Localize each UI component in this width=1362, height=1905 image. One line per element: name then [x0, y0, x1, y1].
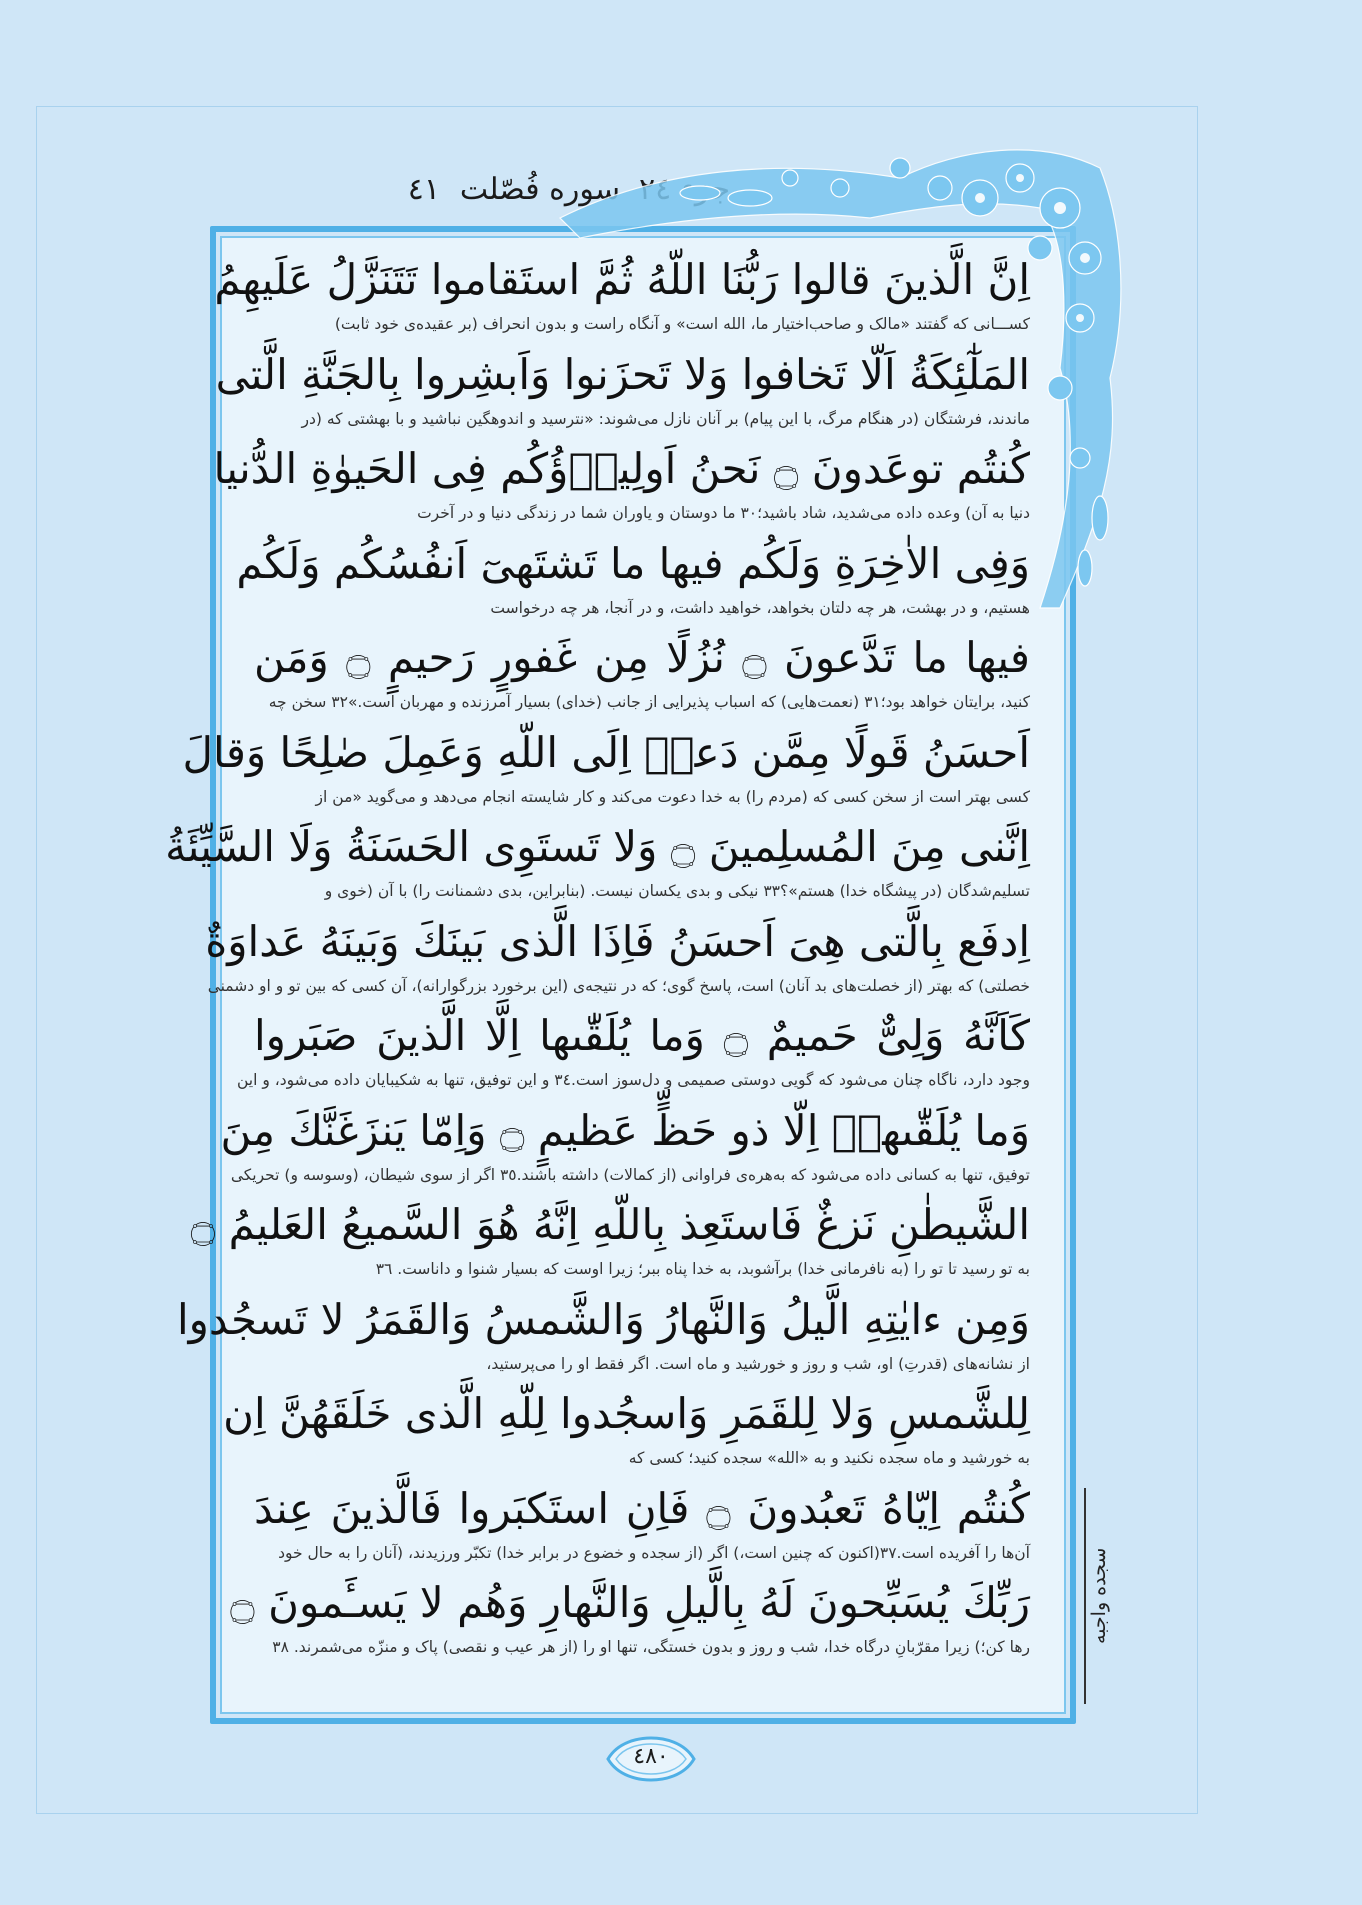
verse-line [205, 912, 1030, 1007]
arabic-text: وَما يُلَقّٰىهاۤ اِلّا ذو حَظٍّ عَظيمٍ ۝ وَاِمّا يَنزَغَنَّكَ مِنَ [220, 1105, 1030, 1155]
verse-line [230, 1573, 1030, 1668]
translation-text: تسلیم‌شدگان (در پیشگاه خدا) هستم»؟٣٣ نیکی و بدی یکسان نیست. (بنابراین، بدی دشمنانت را) با آن (خوی و [324, 882, 1030, 900]
verse-line [237, 1006, 1030, 1101]
translation-text: به تو رسید تا تو را (به نافرمانی خدا) برآشوبد، به خدا پناه ببر؛ زیرا اوست که بسیار شنوا و داناست. ٣٦ [375, 1260, 1030, 1278]
translation-text: توفیق، تنها به کسانی داده می‌شود که به‌هره‌ی فراوانی (از کمالات) داشته باشند.٣٥ اگر از سوی شیطان، (وسوسه و) تحریکی [230, 1165, 1030, 1184]
arabic-text: اِدفَع بِالَّتى هِىَ اَحسَنُ فَاِذَا الَّذى بَينَكَ وَبَينَهُ عَداوَةٌ [205, 916, 1030, 966]
arabic-text: كُنتُم اِيّاهُ تَعبُدونَ ۝ فَاِنِ استَكبَروا فَالَّذينَ عِندَ [254, 1483, 1030, 1533]
verse-line [215, 345, 1030, 440]
verse-line [254, 628, 1030, 723]
arabic-text: كَاَنَّهُ وَلِىٌّ حَميمٌ ۝ وَما يُلَقّٰىها اِلَّا الَّذينَ صَبَروا [254, 1011, 1030, 1060]
translation-text: هستیم، و در بهشت، هر چه دلتان بخواهد، خواهید داشت، و در آنجا، هر چه درخواست [490, 598, 1030, 617]
arabic-text: الشَّيطٰنِ نَزغٌ فَاستَعِذ بِاللّهِ اِنَّهُ هُوَ السَّميعُ العَليمُ ۝ [190, 1200, 1030, 1249]
arabic-text: كُنتُم توعَدونَ ۝ نَحنُ اَولِياۤؤُكُم فِى الحَيوٰةِ الدُّنيا [213, 444, 1030, 493]
verse-line [165, 817, 1030, 912]
verse-line [182, 723, 1030, 818]
translation-text: به خورشید و ماه سجده نکنید و به «الله» سجده کنید؛ کسی که [628, 1449, 1030, 1467]
page-number-text: ٤٨٠ [633, 1744, 669, 1769]
surah-name: سوره فُصّلت [459, 172, 620, 207]
page-number [604, 1736, 698, 1782]
translation-text: کســـانی که گفتند «مالک و صاحب‌اختیار ما، الله است» و آنگاه راست و بدون انحراف (بر عقیده‌ی خود ثابت) [334, 315, 1030, 333]
translation-text: رها کن؛) زیرا مقرّبانِ درگاه خدا، شب و روز و بدون خستگی، تنها او را (از هر عیب و نقصی) پاک و منزّه می‌شمرند. ٣٨ [272, 1638, 1030, 1656]
translation-text: ماندند، فرشتگان (در هنگام مرگ، با این پیام) بر آنان نازل می‌شوند: «نترسید و اندوهگین نباشید و با بهشتی که (در [301, 409, 1030, 428]
verse-line [213, 439, 1030, 534]
verse-line [223, 1384, 1030, 1479]
translation-text: آن‌ها را آفریده است.٣٧(اکنون که چنین است،) اگر (از سجده و خضوع در برابر خدا) تکبّر ورزیدند، (آنان را به حال خود [278, 1543, 1030, 1562]
arabic-text: اِنَّ الَّذينَ قالوا رَبُّنَا اللّهُ ثُمَّ استَقاموا تَتَنَزَّلُ عَلَيهِمُ [214, 255, 1030, 304]
verse-line [214, 250, 1030, 345]
sajdah-label-text: سجده واجبه [1088, 1547, 1110, 1645]
verse-line [220, 1101, 1030, 1196]
surah-number: ٤١ [407, 172, 440, 207]
translation-text: کسی بهتر است از سخن کسی که (مردم را) به خدا دعوت می‌کند و کار شایسته انجام می‌دهد و می‌گوید «من از [315, 787, 1030, 806]
arabic-text: المَلٰٓئِكَةُ اَلّا تَخافوا وَلا تَحزَنوا وَاَبشِروا بِالجَنَّةِ الَّتى [215, 349, 1030, 399]
translation-text: کنید، برایتان خواهد بود؛٣١ (نعمت‌هایی) که اسباب پذیرایی از جانب (خدای) بسیار آمرزنده و مهربان است.»٣٢ سخن چه [268, 693, 1030, 711]
translation-text: دنیا به آن) وعده داده می‌شدید، شاد باشید؛٣٠ ما دوستان و یاوران شما در زندگی دنیا و در آخرت [417, 504, 1030, 522]
arabic-text: لِلشَّمسِ وَلا لِلقَمَرِ وَاسجُدوا لِلّهِ الَّذى خَلَقَهُنَّ اِن [223, 1389, 1030, 1438]
arabic-text: وَمِن ءايٰتِهِ الَّيلُ وَالنَّهارُ وَالشَّمسُ وَالقَمَرُ لا تَسجُدوا [176, 1294, 1030, 1344]
verse-line [190, 1195, 1030, 1290]
verse-content [165, 250, 1030, 1705]
verse-line [254, 1479, 1030, 1574]
arabic-text: رَبِّكَ يُسَبِّحونَ لَهُ بِالَّيلِ وَالنَّهارِ وَهُم لا يَسـَٔمونَ ۝ [230, 1578, 1030, 1627]
verse-line [236, 534, 1030, 629]
arabic-text: اَحسَنُ قَولًا مِمَّن دَعاۤ اِلَى اللّهِ وَعَمِلَ صٰلِحًا وَقالَ [182, 727, 1030, 777]
sajdah-side-label [1084, 1488, 1118, 1704]
translation-text: وجود دارد، ناگاه چنان می‌شود که گویی دوستی صمیمی و دل‌سوز است.٣٤ و این توفیق، تنها به شکیبایان داده می‌شود، و این [237, 1071, 1030, 1089]
arabic-text: اِنَّنى مِنَ المُسلِمينَ ۝ وَلا تَستَوِى الحَسَنَةُ وَلَا السَّيِّئَةُ [165, 822, 1030, 871]
translation-text: خصلتی) که بهتر (از خصلت‌های بد آنان) است، پاسخ گوی؛ که در نتیجه‌ی (این برخورد بزرگوارانه)، آن کسی که بین تو و او دشمنی [207, 976, 1030, 995]
arabic-text: فيها ما تَدَّعونَ ۝ نُزُلًا مِن غَفورٍ رَحيمٍ ۝ وَمَن [254, 633, 1030, 682]
translation-text: از نشانه‌های (قدرتِ) او، شب و روز و خورشید و ماه است. اگر فقط او را می‌پرستید، [486, 1354, 1030, 1373]
arabic-text: وَفِى الاٰخِرَةِ وَلَكُم فيها ما تَشتَهىٓ اَنفُسُكُم وَلَكُم [236, 538, 1030, 588]
verse-line [176, 1290, 1030, 1385]
